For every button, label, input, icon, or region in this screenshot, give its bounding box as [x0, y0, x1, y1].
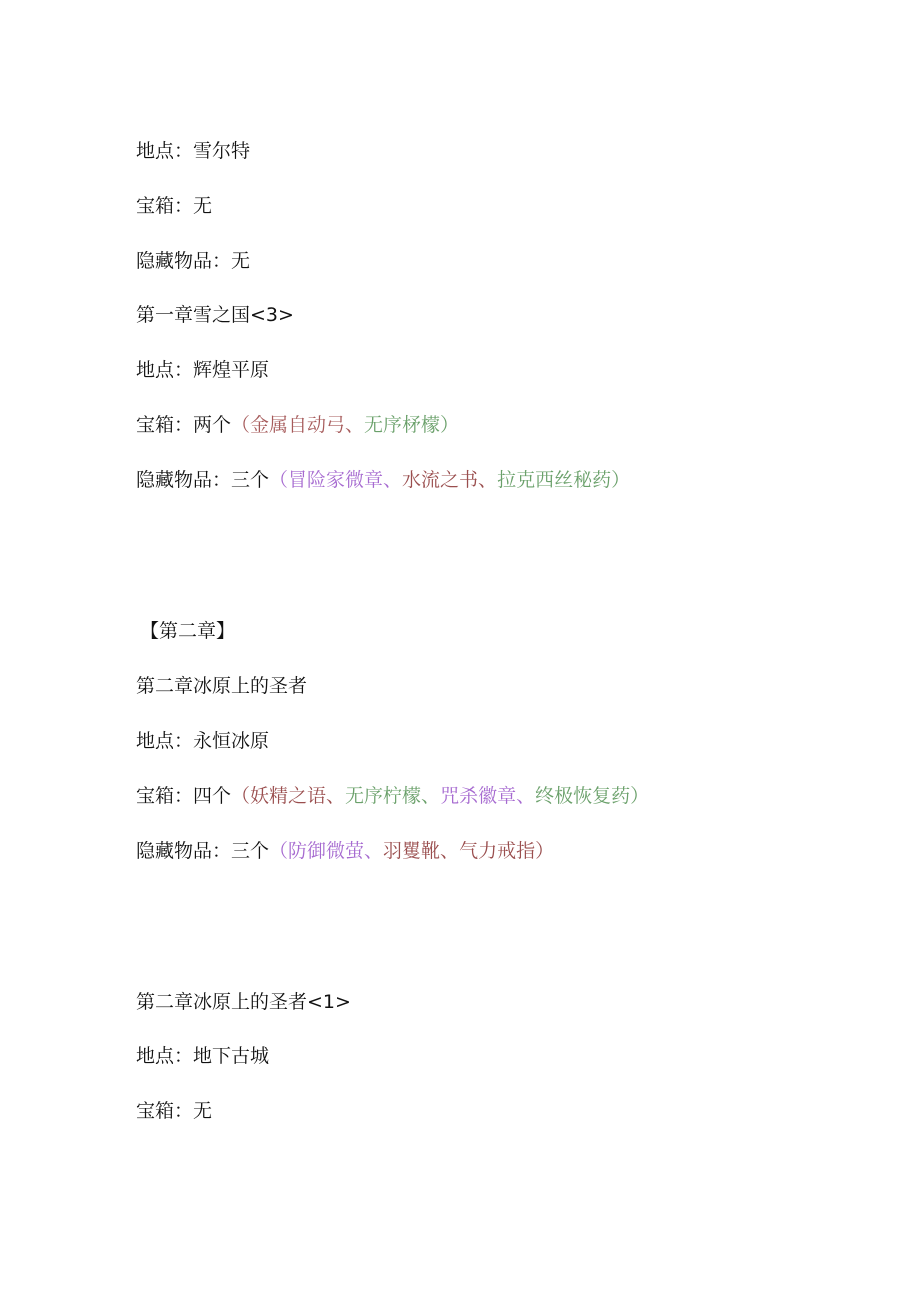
- line-value: 无: [231, 250, 251, 272]
- section-heading: [136, 989, 351, 1015]
- line-label: 宝箱：: [136, 1100, 194, 1122]
- heading-text: 第二章冰原上的圣者<1>: [136, 991, 351, 1013]
- heading-text: 第一章雪之国<3>: [136, 304, 294, 326]
- chest-line: [136, 783, 649, 809]
- section-heading: [136, 673, 307, 699]
- item-text: （妖精之语、: [231, 785, 346, 807]
- line-label: 隐藏物品：: [136, 840, 232, 862]
- chest-line: [136, 412, 459, 438]
- line-label: 隐藏物品：: [136, 469, 232, 491]
- line-label: 地点：: [136, 1045, 194, 1067]
- line-value: 地下古城: [193, 1045, 270, 1067]
- item-text: 咒杀徽章、: [440, 785, 536, 807]
- chest-line: [136, 193, 212, 219]
- item-text: 羽矍靴、: [383, 840, 460, 862]
- line-label: 宝箱：: [136, 785, 194, 807]
- item-text: （冒险家微章、: [269, 469, 403, 491]
- line-value: 永恒冰原: [193, 730, 270, 752]
- chest-line: [136, 1098, 212, 1124]
- line-label: 地点：: [136, 140, 194, 162]
- location-line: [136, 1043, 269, 1069]
- item-text: 无序柠檬、: [345, 785, 441, 807]
- hidden-items-line: [136, 248, 250, 274]
- hidden-items-line: [136, 467, 630, 493]
- hidden-items-line: [136, 838, 554, 864]
- line-label: 地点：: [136, 359, 194, 381]
- location-line: [136, 357, 269, 383]
- line-label: 宝箱：: [136, 414, 194, 436]
- item-text: 水流之书、: [402, 469, 498, 491]
- line-value: 三个: [231, 469, 270, 491]
- line-value: 无: [193, 195, 213, 217]
- item-text: 气力戒指）: [459, 840, 555, 862]
- line-value: 辉煌平原: [193, 359, 270, 381]
- item-text: （防御微萤、: [269, 840, 384, 862]
- heading-text: 【第二章】: [140, 620, 236, 642]
- section-heading: [136, 302, 294, 328]
- chapter-heading: [140, 618, 235, 644]
- line-label: 地点：: [136, 730, 194, 752]
- line-value: 无: [193, 1100, 213, 1122]
- item-text: 终极恢复药）: [535, 785, 650, 807]
- line-value: 雪尔特: [193, 140, 251, 162]
- heading-text: 第二章冰原上的圣者: [136, 675, 308, 697]
- line-value: 两个: [193, 414, 232, 436]
- line-value: 四个: [193, 785, 232, 807]
- line-label: 隐藏物品：: [136, 250, 232, 272]
- line-label: 宝箱：: [136, 195, 194, 217]
- item-text: （金属自动弓、: [231, 414, 365, 436]
- location-line: [136, 728, 269, 754]
- item-text: 拉克西丝秘药）: [497, 469, 631, 491]
- item-text: 无序柕檬）: [364, 414, 460, 436]
- line-value: 三个: [231, 840, 270, 862]
- location-line: [136, 138, 250, 164]
